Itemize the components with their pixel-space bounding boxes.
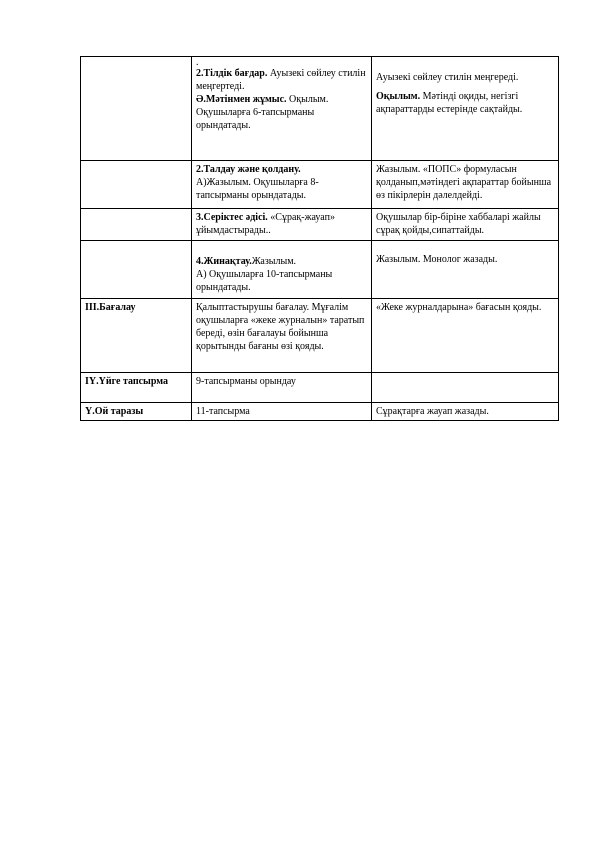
activity-heading: Оқылым. (376, 91, 421, 102)
teacher-text: А) Оқушыларға 10-тапсырманы орындатады. (196, 269, 333, 293)
teacher-activity-cell (192, 57, 372, 161)
table-row (81, 403, 559, 421)
student-text: Жазылым. «ПОПС» формуласын қолданып,мәтіндегі ақпараттар бойынша өз пікірлерін дәлелдейді. (376, 164, 552, 201)
teacher-text: А)Жазылым. Оқушыларға 8-тапсырманы орындатады. (196, 177, 319, 201)
stage-heading: 2.Талдау және қолдану. (196, 164, 301, 175)
teacher-paragraph (196, 67, 367, 93)
teacher-text: 9-тапсырманы орындау (196, 376, 296, 387)
stage-cell (81, 241, 192, 299)
student-activity-cell (372, 241, 559, 299)
table-row (81, 209, 559, 241)
stage-cell: ІІІ.Бағалау (81, 299, 192, 373)
teacher-paragraph (196, 93, 367, 132)
student-activity-cell (372, 209, 559, 241)
student-text: Жазылым. Монолог жазады. (376, 254, 498, 265)
teacher-activity-cell (192, 241, 372, 299)
teacher-paragraph (196, 255, 367, 268)
student-activity-cell (372, 299, 559, 373)
teacher-activity-cell (192, 373, 372, 403)
teacher-text: Оқылым. Оқушыларға 6-тапсырманы орындатады. (196, 94, 329, 131)
student-activity-cell (372, 57, 559, 161)
teacher-text: Ауызекі сөйлеу стилін меңгертеді. (196, 68, 366, 92)
stage-cell: Ү.Ой таразы (81, 403, 192, 421)
teacher-activity-cell (192, 299, 372, 373)
student-text: Мәтінді оқиды, негізгі ақпараттарды естерінде сақтайды. (376, 91, 523, 115)
stage-heading: 2.Тілдік бағдар. (196, 68, 268, 79)
table-row (81, 241, 559, 299)
student-activity-cell (372, 161, 559, 209)
teacher-text: «Сұрақ-жауап» ұйымдастырады.. (196, 212, 335, 236)
student-text: Оқушылар бір-біріне хаббаларі жайлы сұрақ қойды,сипаттайды. (376, 212, 541, 236)
table-row (81, 161, 559, 209)
lesson-plan-table (80, 56, 559, 421)
student-text: «Жеке журналдарына» бағасын қояды. (376, 302, 542, 313)
stage-cell (81, 57, 192, 161)
teacher-activity-cell (192, 209, 372, 241)
student-activity-cell (372, 403, 559, 421)
stage-heading: 3.Серіктес әдісі. (196, 212, 268, 223)
teacher-activity-cell (192, 161, 372, 209)
stray-dot: . (196, 57, 199, 68)
teacher-paragraph (196, 211, 367, 237)
table-row (81, 373, 559, 403)
student-paragraph (376, 90, 554, 116)
stage-cell: ІҮ.Үйге тапсырма (81, 373, 192, 403)
stage-cell (81, 161, 192, 209)
stage-heading: Ә.Мәтінмен жұмыс. (196, 94, 287, 105)
student-activity-cell (372, 373, 559, 403)
stage-cell (81, 209, 192, 241)
teacher-text: Қалыптастырушы бағалау. Мұғалім оқушыларға «жеке журналын» таратып береді, өзін бағалауы бойынша қорытынды бағаны өзі қояды. (196, 302, 365, 352)
teacher-text: 11-тапсырма (196, 406, 250, 417)
student-text: Сұрақтарға жауап жазады. (376, 406, 489, 417)
stage-heading: 4.Жинақтау. (196, 256, 252, 267)
teacher-activity-cell (192, 403, 372, 421)
table-row (81, 299, 559, 373)
student-text: Ауызекі сөйлеу стилін меңгереді. (376, 72, 519, 83)
table-row (81, 57, 559, 161)
teacher-text: Жазылым. (251, 256, 297, 267)
